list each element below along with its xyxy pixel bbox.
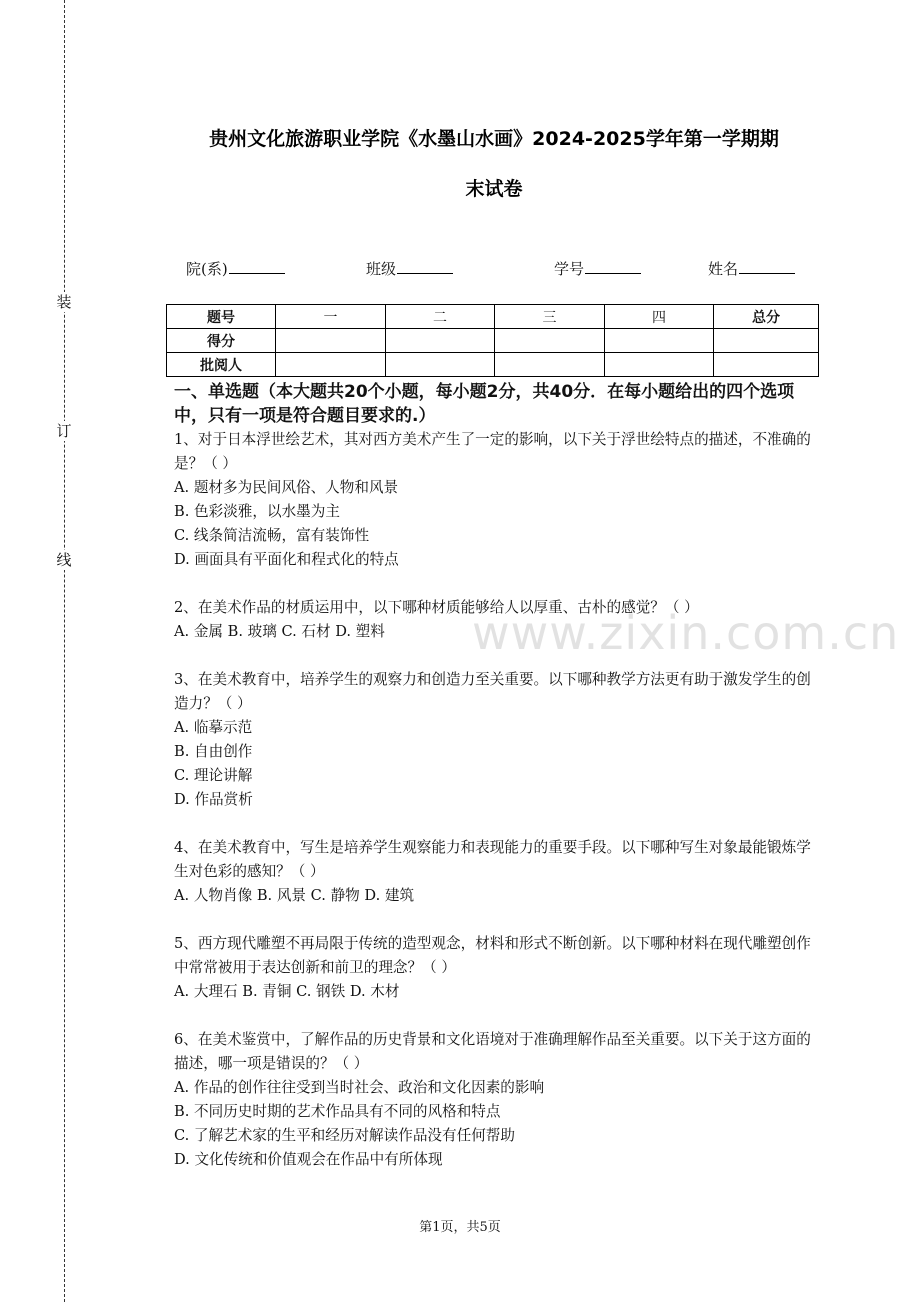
question-item [174, 596, 819, 644]
question-stem: 4、在美术教育中，写生是培养学生观察能力和表现能力的重要手段。以下哪种写生对象最能锻炼学生对色彩的感知？（ ） [174, 839, 811, 880]
binding-char-ding: 订 [54, 421, 74, 441]
exam-title-line2: 末试卷 [465, 178, 523, 200]
student-id-label: 学号 [554, 260, 585, 278]
reviewer-row [167, 353, 819, 377]
department-blank[interactable] [229, 258, 285, 274]
question-option[interactable]: A. 大理石 B. 青铜 C. 钢铁 D. 木材 [174, 983, 400, 1000]
header-cell: 总分 [714, 305, 819, 329]
question-item [174, 836, 819, 908]
question-option[interactable]: B. 不同历史时期的艺术作品具有不同的风格和特点 [174, 1103, 501, 1120]
score-cell[interactable] [495, 329, 605, 353]
header-cell: 一 [276, 305, 386, 329]
reviewer-cell[interactable] [714, 353, 819, 377]
question-option[interactable]: D. 画面具有平面化和程式化的特点 [174, 551, 399, 568]
student-id-blank[interactable] [585, 258, 641, 274]
question-item [174, 1028, 819, 1172]
binding-dashed-line [64, 0, 65, 1302]
score-cell[interactable] [386, 329, 495, 353]
question-option[interactable]: A. 临摹示范 [174, 719, 253, 736]
reviewer-cell[interactable] [495, 353, 605, 377]
row-label: 得分 [167, 329, 276, 353]
watermark: www.zixin.com.cn [472, 606, 900, 660]
class-field[interactable] [366, 258, 453, 279]
question-item [174, 932, 819, 1004]
class-blank[interactable] [397, 258, 453, 274]
question-stem: 6、在美术鉴赏中，了解作品的历史背景和文化语境对于准确理解作品至关重要。以下关于这方面的描述，哪一项是错误的？（ ） [174, 1031, 811, 1072]
question-option[interactable]: A. 金属 B. 玻璃 C. 石材 D. 塑料 [174, 623, 385, 640]
reviewer-cell[interactable] [605, 353, 714, 377]
department-field[interactable] [186, 258, 285, 279]
question-list [174, 428, 819, 1196]
question-option[interactable]: D. 文化传统和价值观会在作品中有所体现 [174, 1151, 443, 1168]
student-info-row [186, 258, 826, 280]
class-label: 班级 [366, 260, 397, 278]
row-label: 批阅人 [167, 353, 276, 377]
score-table-header-row [167, 305, 819, 329]
question-option[interactable]: A. 题材多为民间风俗、人物和风景 [174, 479, 399, 496]
question-item [174, 668, 819, 812]
reviewer-cell[interactable] [386, 353, 495, 377]
header-cell: 题号 [167, 305, 276, 329]
score-cell[interactable] [276, 329, 386, 353]
question-option[interactable]: A. 作品的创作往往受到当时社会、政治和文化因素的影响 [174, 1079, 545, 1096]
question-option[interactable]: C. 理论讲解 [174, 767, 253, 784]
header-cell: 四 [605, 305, 714, 329]
binding-char-xian: 线 [54, 550, 74, 570]
question-option[interactable]: C. 线条简洁流畅，富有装饰性 [174, 527, 370, 544]
header-cell: 二 [386, 305, 495, 329]
page-footer: 第1页，共5页 [419, 1220, 501, 1235]
binding-char-zhuang: 装 [54, 292, 74, 312]
question-option[interactable]: C. 了解艺术家的生平和经历对解读作品没有任何帮助 [174, 1127, 515, 1144]
name-blank[interactable] [739, 258, 795, 274]
section-heading: 一、单选题（本大题共20个小题，每小题2分，共40分．在每小题给出的四个选项中，只有一项是符合题目要求的.） [174, 382, 795, 426]
name-field[interactable] [708, 258, 795, 279]
score-cell[interactable] [605, 329, 714, 353]
department-label: 院(系) [186, 260, 228, 278]
question-option[interactable]: A. 人物肖像 B. 风景 C. 静物 D. 建筑 [174, 887, 415, 904]
question-stem: 5、西方现代雕塑不再局限于传统的造型观念，材料和形式不断创新。以下哪种材料在现代雕塑创作中常常被用于表达创新和前卫的理念？（ ） [174, 935, 811, 976]
question-option[interactable]: B. 色彩淡雅，以水墨为主 [174, 503, 340, 520]
question-stem: 2、在美术作品的材质运用中，以下哪种材质能够给人以厚重、古朴的感觉？（ ） [174, 599, 699, 616]
score-row [167, 329, 819, 353]
question-option[interactable]: B. 自由创作 [174, 743, 253, 760]
question-stem: 1、对于日本浮世绘艺术，其对西方美术产生了一定的影响，以下关于浮世绘特点的描述，不准确的是？（ ） [174, 431, 811, 472]
reviewer-cell[interactable] [276, 353, 386, 377]
student-id-field[interactable] [554, 258, 641, 279]
exam-title-line1: 贵州文化旅游职业学院《水墨山水画》2024-2025学年第一学期期 [209, 128, 779, 150]
score-cell[interactable] [714, 329, 819, 353]
name-label: 姓名 [708, 260, 739, 278]
question-item [174, 428, 819, 572]
score-table [166, 304, 819, 377]
question-option[interactable]: D. 作品赏析 [174, 791, 253, 808]
header-cell: 三 [495, 305, 605, 329]
question-stem: 3、在美术教育中，培养学生的观察力和创造力至关重要。以下哪种教学方法更有助于激发学生的创造力？（ ） [174, 671, 811, 712]
